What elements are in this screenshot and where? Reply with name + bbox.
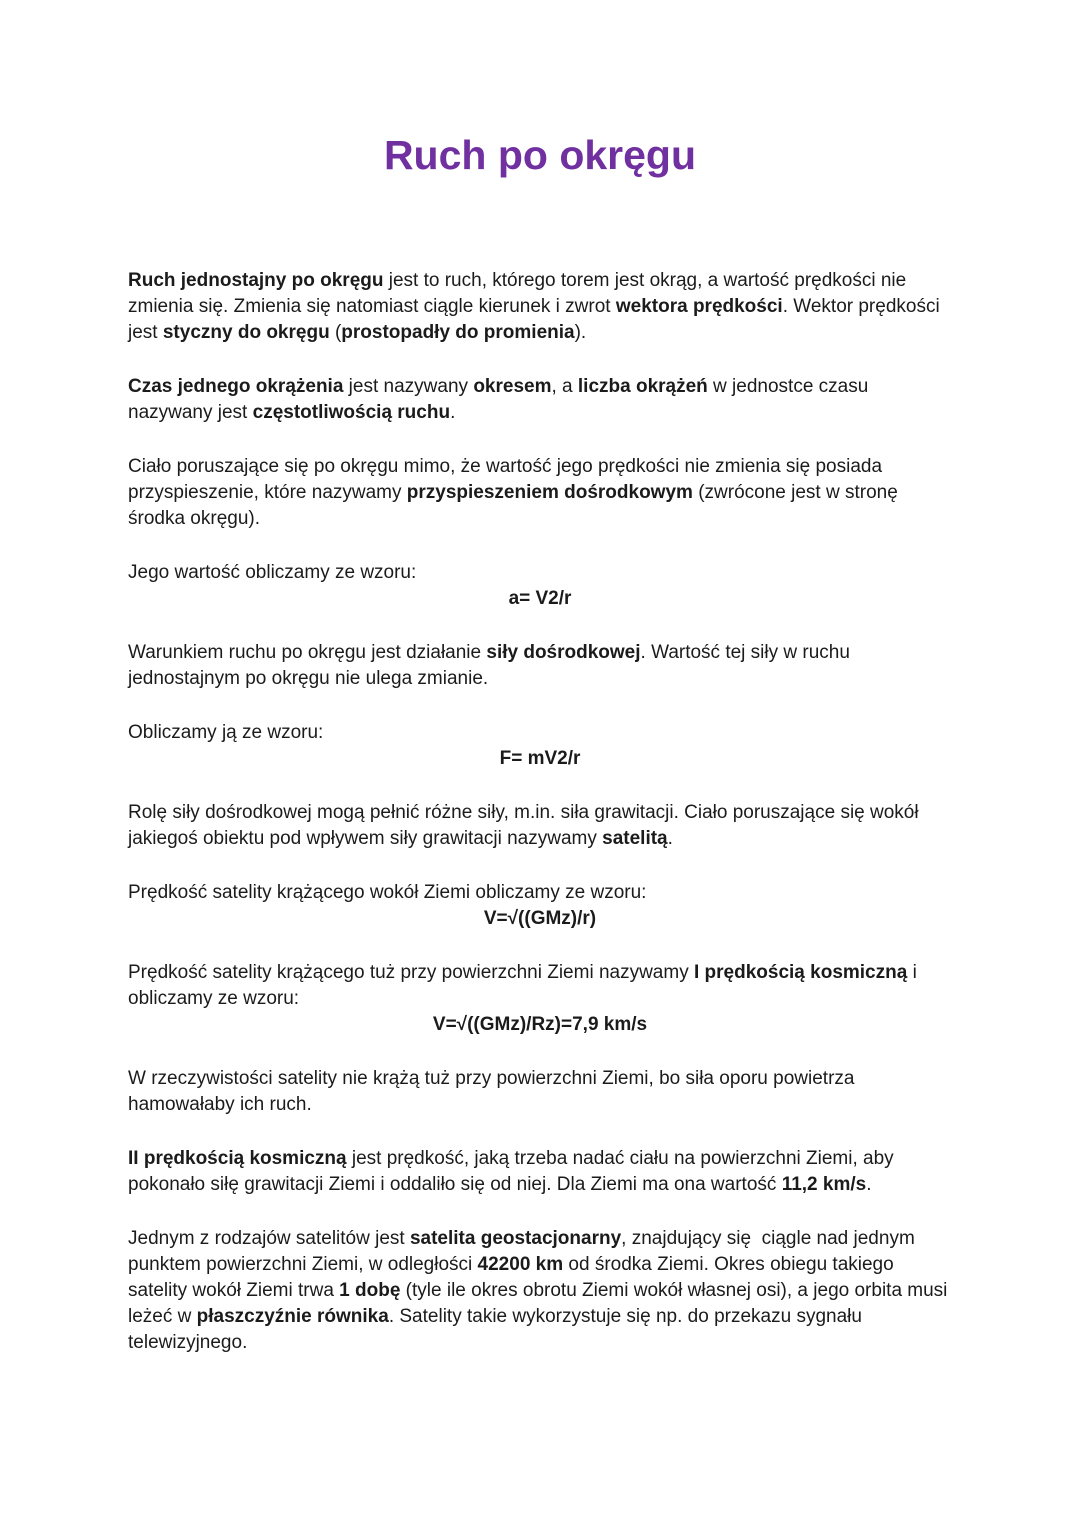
paragraph [128,454,952,532]
bold-text-run: II prędkością kosmiczną [128,1148,347,1169]
formula [128,746,952,772]
bold-text-run: prostopadły do promienia [341,322,575,343]
text-run: . [450,402,456,423]
text-run: (zwrócone jest w stronę środka okręgu). [128,482,904,529]
bold-text-run: Ruch jednostajny po okręgu [128,270,384,291]
page-title: Ruch po okręgu [383,132,697,178]
text-run: i obliczamy ze wzoru: [128,962,923,1009]
text-run: Prędkość satelity krążącego tuż przy powierzchni Ziemi nazywamy [128,962,694,983]
text-run: . [866,1174,872,1195]
bold-text-run: częstotliwością ruchu [252,402,451,423]
text-run: . Satelity takie wykorzystuje się np. do przekazu sygnału telewizyjnego. [128,1306,868,1353]
paragraph [128,1146,952,1198]
bold-text-run: satelitą [602,828,668,849]
document-content [128,268,952,1356]
paragraph [128,880,952,906]
bold-text-run: liczba okrążeń [577,376,708,397]
text-run: od środka Ziemi. Okres obiegu takiego satelity wokół Ziemi trwa [128,1254,899,1301]
text-run: . Wektor prędkości jest [128,296,945,343]
text-run: Prędkość satelity krążącego wokół Ziemi obliczamy ze wzoru: [128,882,647,903]
paragraph [128,800,952,852]
formula-text: V=√((GMz)/Rz)=7,9 km/s [432,1014,648,1035]
paragraph [128,560,952,586]
text-run: W rzeczywistości satelity nie krążą tuż przy powierzchni Ziemi, bo siła oporu powietrza hamowałaby ich ruch. [128,1068,860,1115]
bold-text-run: płaszczyźnie równika [196,1306,389,1327]
text-run: jest nazywany [343,376,474,397]
bold-text-run: I prędkością kosmiczną [693,962,908,983]
paragraph [128,1066,952,1118]
text-run: (tyle ile okres obrotu Ziemi wokół własnej osi), a jego orbita musi leżeć w [128,1280,953,1327]
bold-text-run: przyspieszeniem dośrodkowym [406,482,693,503]
bold-text-run: okresem [473,376,552,397]
bold-text-run: styczny do okręgu [162,322,330,343]
bold-text-run: 11,2 km/s [781,1174,867,1195]
formula-text: F= mV2/r [499,748,581,769]
text-run: Ciało poruszające się po okręgu mimo, że wartość jego prędkości nie zmienia się posiada przyspieszenie, które nazywamy [128,456,888,503]
text-run: Jednym z rodzajów satelitów jest [128,1228,410,1249]
text-run: , znajdujący się ciągle nad jednym punktem powierzchni Ziemi, w odległości [128,1228,921,1275]
text-run: . [667,828,673,849]
bold-text-run: 42200 km [477,1254,564,1275]
bold-text-run: Czas jednego okrążenia [128,376,344,397]
bold-text-run: siły dośrodkowej [486,642,641,663]
paragraph [128,720,952,746]
formula-text: a= V2/r [508,588,572,609]
formula-text: V=√((GMz)/r) [483,908,597,929]
text-run: w jednostce czasu nazywany jest [128,376,874,423]
paragraph [128,374,952,426]
text-run: Rolę siły dośrodkowej mogą pełnić różne siły, m.in. siła grawitacji. Ciało poruszające się wokół jakiegoś obiektu pod wpływem siły grawitacji nazywamy [128,802,924,849]
bold-text-run: wektora prędkości [615,296,783,317]
text-run: ). [574,322,587,343]
text-run: Jego wartość obliczamy ze wzoru: [128,562,417,583]
text-run: jest to ruch, którego torem jest okrąg, a wartość prędkości nie zmienia się. Zmienia się natomiast ciągle kierunek i zwrot [128,270,912,317]
text-run: jest prędkość, jaką trzeba nadać ciału na powierzchni Ziemi, aby pokonało siłę grawitacji Ziemi i oddaliło się od niej. Dla Ziemi ma ona wartość [128,1148,899,1195]
bold-text-run: satelita geostacjonarny [409,1228,622,1249]
formula [128,906,952,932]
paragraph [128,1226,952,1356]
paragraph [128,268,952,346]
text-run: Warunkiem ruchu po okręgu jest działanie [128,642,487,663]
formula [128,586,952,612]
text-run: . Wartość tej siły w ruchu jednostajnym po okręgu nie ulega zmianie. [128,642,856,689]
formula [128,1012,952,1038]
paragraph [128,640,952,692]
text-run: ( [329,322,342,343]
text-run: Obliczamy ją ze wzoru: [128,722,324,743]
bold-text-run: 1 dobę [339,1280,401,1301]
text-run: , a [551,376,578,397]
paragraph [128,960,952,1012]
